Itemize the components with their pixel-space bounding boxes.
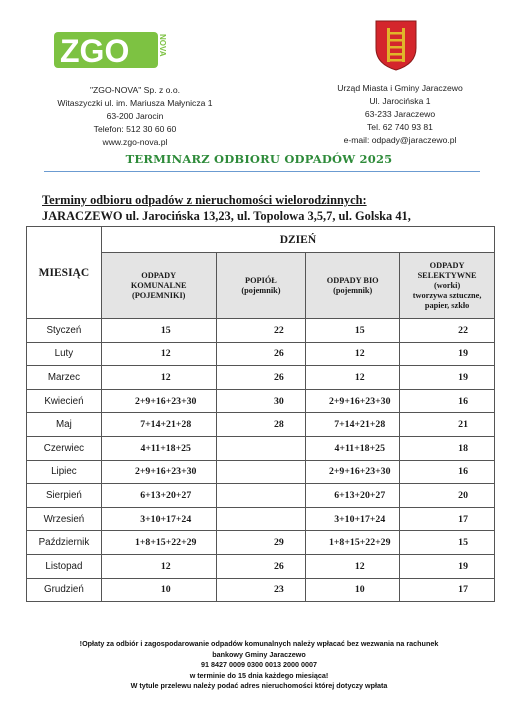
table-row: [27, 578, 495, 602]
payment-title-note: W tytule przelewu należy podać adres nieruchomości której dotyczy wpłata: [130, 681, 388, 691]
selektywne-cell: 16: [400, 389, 495, 413]
office-address-1: Ul. Jarocińska 1: [369, 96, 431, 106]
bio-cell: 15: [306, 319, 400, 343]
company-address-2: 63-200 Jarocin: [106, 111, 164, 121]
bio-cell: 3+10+17+24: [306, 507, 400, 531]
komunalne-cell: 1+8+15+22+29: [101, 531, 216, 555]
document-title: TERMINARZ ODBIORU ODPADÓW 2025: [125, 152, 393, 166]
jaraczewo-crest-icon: [373, 18, 419, 72]
office-contact: [310, 82, 490, 147]
popiol-cell: [216, 484, 306, 508]
company-contact: [20, 84, 250, 149]
payment-deadline: w terminie do 15 dnia każdego miesiąca!: [189, 670, 329, 680]
bio-cell: 2+9+16+23+30: [306, 460, 400, 484]
bio-cell: 7+14+21+28: [306, 413, 400, 437]
company-address-1: Witaszyczki ul. im. Mariusza Małynicza 1: [57, 98, 213, 108]
zgo-logo-text: ZGO: [60, 33, 130, 69]
bio-cell: 1+8+15+22+29: [306, 531, 400, 555]
popiol-cell: 23: [216, 578, 306, 602]
month-cell: Maj: [27, 413, 102, 437]
month-cell: Październik: [27, 531, 102, 555]
komunalne-cell: 6+13+20+27: [101, 484, 216, 508]
table-row: [27, 436, 495, 460]
company-phone: Telefon: 512 30 60 60: [93, 124, 177, 134]
popiol-cell: 26: [216, 554, 306, 578]
table-row: [27, 342, 495, 366]
bio-cell: 6+13+20+27: [306, 484, 400, 508]
selektywne-cell: 21: [400, 413, 495, 437]
bio-cell: 12: [306, 554, 400, 578]
company-name: "ZGO-NOVA" Sp. z o.o.: [90, 85, 180, 95]
popiol-cell: 28: [216, 413, 306, 437]
table-row: [27, 484, 495, 508]
komunalne-cell: 10: [101, 578, 216, 602]
table-row: [27, 389, 495, 413]
popiol-cell: 29: [216, 531, 306, 555]
month-cell: Luty: [27, 342, 102, 366]
zgo-nova-logo: [54, 30, 172, 70]
col-bio-header: ODPADY BIO (pojemnik): [306, 253, 400, 319]
month-cell: Lipiec: [27, 460, 102, 484]
bio-cell: 4+11+18+25: [306, 436, 400, 460]
komunalne-cell: 12: [101, 342, 216, 366]
table-row: [27, 319, 495, 343]
schedule-subtitle: Terminy odbioru odpadów z nieruchomości wielorodzinnych:: [42, 193, 367, 207]
komunalne-cell: 3+10+17+24: [101, 507, 216, 531]
table-row: [27, 507, 495, 531]
schedule-table: [26, 226, 495, 602]
selektywne-cell: 18: [400, 436, 495, 460]
popiol-cell: [216, 460, 306, 484]
popiol-cell: 26: [216, 342, 306, 366]
office-phone: Tel. 62 740 93 81: [367, 122, 433, 132]
selektywne-cell: 19: [400, 342, 495, 366]
popiol-cell: [216, 436, 306, 460]
selektywne-cell: 20: [400, 484, 495, 508]
bio-cell: 10: [306, 578, 400, 602]
payment-notice-line-1: !Opłaty za odbiór i zagospodarowanie odpadów komunalnych należy wpłacać bez wezwania na rachunek: [79, 639, 439, 648]
payment-notice: [0, 639, 518, 692]
table-row: [27, 554, 495, 578]
selektywne-cell: 17: [400, 507, 495, 531]
month-cell: Marzec: [27, 366, 102, 390]
bank-account-number: 91 8427 0009 0300 0013 2000 0007: [201, 660, 317, 670]
office-email-link[interactable]: e-mail: odpady@jaraczewo.pl: [343, 135, 457, 145]
month-cell: Wrzesień: [27, 507, 102, 531]
selektywne-cell: 19: [400, 554, 495, 578]
bio-cell: 2+9+16+23+30: [306, 389, 400, 413]
month-cell: Czerwiec: [27, 436, 102, 460]
popiol-cell: [216, 507, 306, 531]
title-divider: [44, 171, 480, 172]
selektywne-cell: 22: [400, 319, 495, 343]
komunalne-cell: 15: [101, 319, 216, 343]
day-header: DZIEŃ: [101, 227, 494, 253]
selektywne-cell: 15: [400, 531, 495, 555]
komunalne-cell: 2+9+16+23+30: [101, 460, 216, 484]
komunalne-cell: 2+9+16+23+30: [101, 389, 216, 413]
office-address-2: 63-233 Jaraczewo: [364, 109, 436, 119]
bio-cell: 12: [306, 366, 400, 390]
month-cell: Sierpień: [27, 484, 102, 508]
selektywne-cell: 16: [400, 460, 495, 484]
komunalne-cell: 4+11+18+25: [101, 436, 216, 460]
schedule-table-body: [27, 319, 495, 602]
komunalne-cell: 12: [101, 366, 216, 390]
company-web-link[interactable]: www.zgo-nova.pl: [102, 137, 168, 147]
col-selektywne-header: ODPADY SELEKTYWNE (worki) tworzywa sztuczne, papier, szkło: [400, 253, 495, 319]
table-row: [27, 413, 495, 437]
table-row: [27, 366, 495, 390]
komunalne-cell: 7+14+21+28: [101, 413, 216, 437]
month-cell: Styczeń: [27, 319, 102, 343]
month-cell: Kwiecień: [27, 389, 102, 413]
table-row: [27, 531, 495, 555]
popiol-cell: 22: [216, 319, 306, 343]
office-name: Urząd Miasta i Gminy Jaraczewo: [337, 83, 463, 93]
popiol-cell: 30: [216, 389, 306, 413]
bio-cell: 12: [306, 342, 400, 366]
selektywne-cell: 17: [400, 578, 495, 602]
payment-notice-line-2: bankowy Gminy Jaraczewo: [212, 649, 306, 659]
col-popiol-header: POPIÓŁ (pojemnik): [216, 253, 306, 319]
zgo-logo-sub: NOVA: [158, 34, 167, 57]
komunalne-cell: 12: [101, 554, 216, 578]
month-cell: Grudzień: [27, 578, 102, 602]
selektywne-cell: 19: [400, 366, 495, 390]
table-row: [27, 460, 495, 484]
month-header: MIESIĄC: [27, 227, 102, 319]
schedule-address: JARACZEWO ul. Jarocińska 13,23, ul. Topolowa 3,5,7, ul. Golska 41,: [42, 209, 411, 223]
popiol-cell: 26: [216, 366, 306, 390]
month-cell: Listopad: [27, 554, 102, 578]
col-komunalne-header: ODPADY KOMUNALNE (POJEMNIKI): [101, 253, 216, 319]
